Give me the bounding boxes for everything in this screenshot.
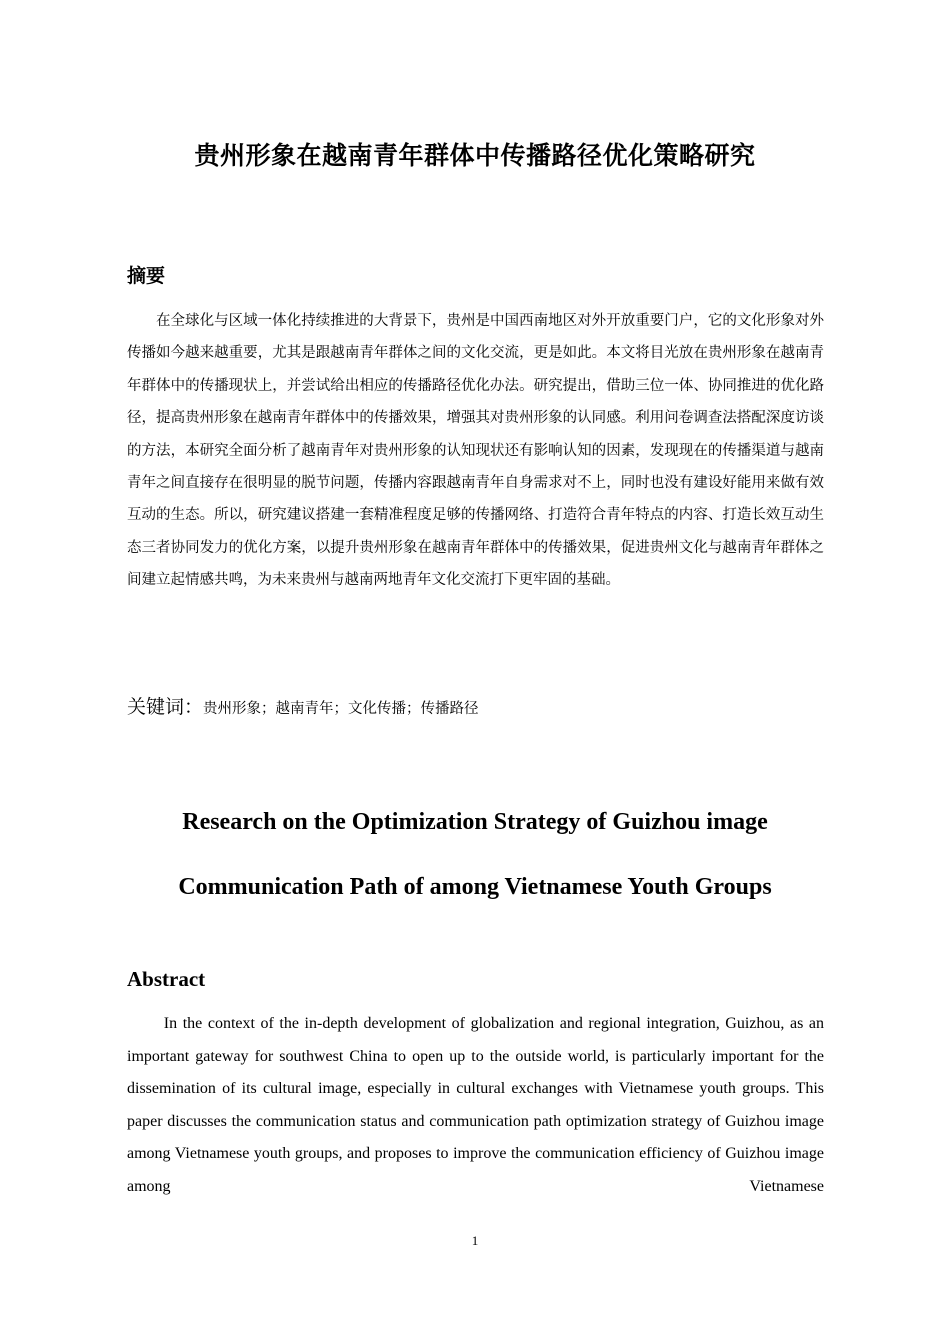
chinese-abstract-heading: 摘要 (127, 265, 166, 287)
english-title: Research on the Optimization Strategy of Guizhou image Communication Path of among Vietnamese Youth Groups (178, 809, 772, 900)
english-abstract-body: In the context of the in-depth development of globalization and regional integration, Guizhou, as an important gateway for southwest China to open up to the outside world, is particularly important for the dissemination of its cultural image, especially in cultural exchanges with Vietnamese youth groups. This paper discusses the communication status and communication path optimization strategy of Guizhou image among Vietnamese youth groups, and proposes to improve the communication efficiency of Guizhou image among Vietnamese (127, 1015, 824, 1195)
chinese-keywords (127, 691, 824, 725)
chinese-title: 贵州形象在越南青年群体中传播路径优化策略研究 (194, 141, 756, 170)
keywords-label: 关键词： (127, 696, 204, 718)
keywords-text: 贵州形象；越南青年；文化传播；传播路径 (203, 701, 479, 717)
chinese-abstract-body: 在全球化与区域一体化持续推进的大背景下，贵州是中国西南地区对外开放重要门户，它的文化形象对外传播如今越来越重要，尤其是跟越南青年群体之间的文化交流，更是如此。本文将目光放在贵州形象在越南青年群体中的传播现状上，并尝试给出相应的传播路径优化办法。研究提出，借助三位一体、协同推进的优化路径，提高贵州形象在越南青年群体中的传播效果，增强其对贵州形象的认同感。利用问卷调查法搭配深度访谈的方法，本研究全面分析了越南青年对贵州形象的认知现状还有影响认知的因素，发现现在的传播渠道与越南青年之间直接存在很明显的脱节问题，传播内容跟越南青年自身需求对不上，同时也没有建设好能用来做有效互动的生态。所以，研究建议搭建一套精准程度足够的传播网络、打造符合青年特点的内容、打造长效互动生态三者协同发力的优化方案，以提升贵州形象在越南青年群体中的传播效果，促进贵州文化与越南青年群体之间建立起情感共鸣，为未来贵州与越南两地青年文化交流打下更牢固的基础。 (127, 313, 824, 589)
page-number: 1 (471, 1233, 479, 1248)
english-abstract-heading: Abstract (127, 967, 206, 991)
